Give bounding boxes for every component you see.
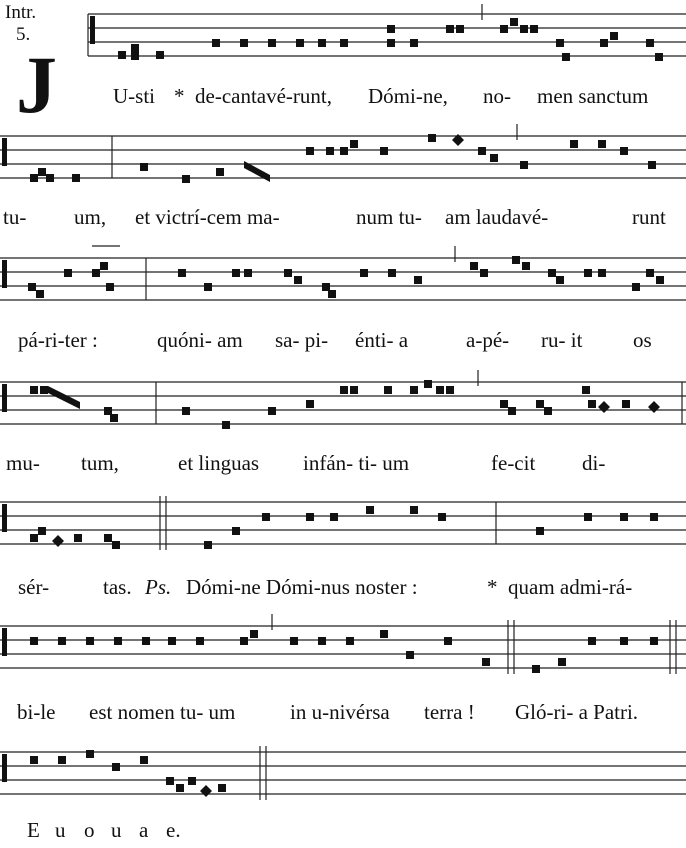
syllable: bi-le (17, 700, 56, 724)
syllable: U-sti (113, 84, 155, 108)
staff-1 (0, 8, 686, 56)
syllable: quam admi-rá- (508, 575, 633, 599)
staff-3-notation (0, 252, 686, 312)
syllable: énti- a (355, 328, 409, 352)
syllable: sér- (18, 575, 50, 599)
staff-2-notation (0, 130, 686, 190)
syllable: et victrí-cem ma- (135, 205, 280, 229)
syllable: Dómi-ne, (368, 84, 448, 108)
staff-1-notation (0, 8, 686, 68)
lyric-line-3 (0, 328, 686, 358)
staff-3 (0, 252, 686, 300)
syllable: terra ! (424, 700, 475, 724)
lyric-line-2 (0, 205, 686, 235)
syllable: in u-nivérsa (290, 700, 390, 724)
syllable: um, (74, 205, 107, 229)
syllable: infán- ti- um (303, 451, 410, 475)
lyric-line-7 (0, 818, 686, 848)
syllable: fe-cit (491, 451, 536, 475)
syllable: et linguas (178, 451, 260, 475)
syllable: a-pé- (466, 328, 510, 352)
staff-4 (0, 376, 686, 424)
initial-letter: J (16, 39, 57, 130)
syllable: tum, (81, 451, 119, 475)
syllable: sa- pi- (275, 328, 329, 352)
lyric-line-1 (0, 84, 686, 114)
syllable: os (633, 328, 652, 352)
staff-6-notation (0, 620, 686, 680)
lyric-line-4 (0, 451, 686, 481)
lyric-line-6 (0, 700, 686, 730)
syllable: Dómi-ne Dómi-nus noster : (186, 575, 418, 599)
syllable: * (174, 84, 185, 108)
lyric-line-5 (0, 575, 686, 605)
syllable: u (111, 818, 122, 842)
staff-4-notation (0, 376, 686, 436)
syllable: Gló-ri- a Patri. (515, 700, 639, 724)
staff-6 (0, 620, 686, 668)
syllable: o (84, 818, 95, 842)
syllable: no- (483, 84, 511, 108)
staff-7-notation (0, 746, 686, 806)
syllable: ru- it (541, 328, 583, 352)
staff-2 (0, 130, 686, 178)
syllable: a (139, 818, 149, 842)
syllable: mu- (6, 451, 40, 475)
syllable: di- (582, 451, 606, 475)
staff-7 (0, 746, 686, 794)
syllable: quóni- am (157, 328, 243, 352)
syllable: tu- (3, 205, 27, 229)
syllable: u (55, 818, 66, 842)
staff-5-notation (0, 496, 686, 556)
syllable: runt (632, 205, 666, 229)
syllable: e. (166, 818, 181, 842)
psalm-marker: Ps. (145, 575, 172, 599)
syllable: E (27, 818, 40, 842)
syllable: num tu- (356, 205, 422, 229)
syllable: tas. (103, 575, 132, 599)
syllable: pá-ri-ter : (18, 328, 98, 352)
chant-genre-label: Intr. (5, 2, 37, 23)
syllable: de-cantavé-runt, (195, 84, 333, 108)
chant-mode-label: 5. (16, 24, 31, 45)
syllable: men sanctum (537, 84, 649, 108)
staff-5 (0, 496, 686, 544)
syllable: est nomen tu- um (89, 700, 236, 724)
syllable: am laudavé- (445, 205, 549, 229)
syllable: * (487, 575, 498, 599)
